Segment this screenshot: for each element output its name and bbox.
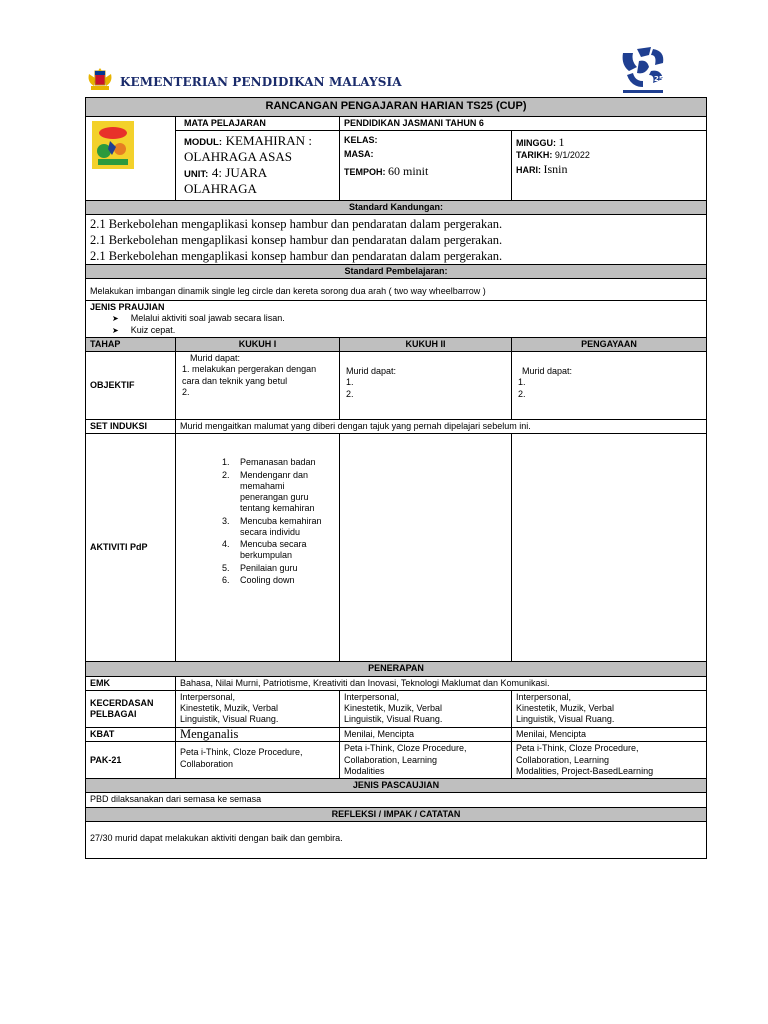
pascaujian-label: JENIS PASCAUJIAN xyxy=(86,779,707,793)
praujian-item: ➤ Melalui aktiviti soal jawab secara lisan. xyxy=(112,313,702,324)
pak21-kukuh2 xyxy=(340,742,512,779)
refleksi-label: REFLEKSI / IMPAK / CATATAN xyxy=(86,807,707,821)
hari-label: HARI: xyxy=(516,165,541,176)
emk-row xyxy=(86,676,707,690)
subject-label: MATA PELAJARAN xyxy=(176,116,340,130)
kecerdasan-line: Kinestetik, Muzik, Verbal xyxy=(344,703,443,714)
kbat-row xyxy=(86,727,707,742)
level-header-row xyxy=(86,337,707,351)
sports-book-cover-icon xyxy=(92,121,134,169)
set-induksi-text: Murid mengaitkan malumat yang diberi dengan tajuk yang pernah dipelajari sebelum ini. xyxy=(176,420,707,434)
pengayaan-header: PENGAYAAN xyxy=(512,337,707,351)
pak21-label: PAK-21 xyxy=(86,742,176,779)
standard-kandungan-item: 2.1 Berkebolehan mengaplikasi konsep hambur dan pendaratan dalam pergerakan. xyxy=(90,216,503,231)
pak21-row xyxy=(86,742,707,779)
praujian-list xyxy=(90,313,702,336)
minggu-value: 1 xyxy=(558,135,565,149)
objektif-line: 2. xyxy=(518,388,526,399)
kbat-kukuh2: Menilai, Mencipta xyxy=(340,727,512,742)
aktiviti-label: AKTIVITI PdP xyxy=(86,434,176,662)
pak21-line: Collaboration, Learning xyxy=(344,754,438,765)
praujian-item: ➤ Kuiz cepat. xyxy=(112,325,702,336)
refleksi-row xyxy=(86,821,707,858)
refleksi-text: 27/30 murid dapat melakukan aktiviti dengan baik dan gembira. xyxy=(86,821,707,858)
pak21-pengayaan xyxy=(512,742,707,779)
standard-kandungan-cell xyxy=(86,214,707,264)
standard-kandungan-header-row xyxy=(86,200,707,214)
standard-pembelajaran-text: Melakukan imbangan dinamik single leg circle dan kereta sorong dua arah ( two way wheelbarrow ) xyxy=(86,279,707,301)
unit-value: 4: JUARA OLAHRAGA xyxy=(184,165,267,197)
masa-label: MASA: xyxy=(344,149,374,160)
tarikh-label: TARIKH: xyxy=(516,150,553,160)
kecerdasan-line: Kinestetik, Muzik, Verbal xyxy=(180,703,279,714)
aktiviti-steps xyxy=(180,457,335,586)
ministry-title: KEMENTERIAN PENDIDIKAN MALAYSIA xyxy=(120,75,402,89)
tempoh-label: TEMPOH: xyxy=(344,166,386,177)
standard-kandungan-item: 2.1 Berkebolehan mengaplikasi konsep hambur dan pendaratan dalam pergerakan. xyxy=(90,248,503,263)
objektif-line: 2. xyxy=(346,388,354,399)
pak21-line: Collaboration, Learning xyxy=(516,754,610,765)
objektif-line: Murid dapat: xyxy=(190,353,241,364)
modul-value: KEMAHIRAN : OLAHRAGA ASAS xyxy=(184,133,312,164)
pak21-line: Peta i-Think, Cloze Procedure, xyxy=(180,747,303,758)
kukuh1-header: KUKUH I xyxy=(176,337,340,351)
pak21-line: Modalities xyxy=(344,765,385,776)
kukuh2-header: KUKUH II xyxy=(340,337,512,351)
kecerdasan-label: KECERDASAN PELBAGAI xyxy=(86,690,176,727)
kecerdasan-line: Linguistik, Visual Ruang. xyxy=(516,714,615,725)
aktiviti-pengayaan xyxy=(512,434,707,662)
tempoh-value: 60 minit xyxy=(388,163,429,178)
objektif-line: Murid dapat: xyxy=(522,366,573,377)
pak21-kukuh1 xyxy=(176,742,340,779)
aktiviti-step: 3. Mencuba kemahiran secara individu xyxy=(232,516,335,539)
objektif-line: 1. melakukan pergerakan dengan cara dan teknik yang betul xyxy=(182,364,317,386)
objektif-line: 1. xyxy=(346,377,354,388)
aktiviti-kukuh2 xyxy=(340,434,512,662)
tarikh-value: 9/1/2022 xyxy=(554,150,590,160)
malaysia-crest-icon xyxy=(86,68,114,92)
pak21-line: Modalities, Project-BasedLearning xyxy=(516,765,654,776)
emk-label: EMK xyxy=(86,676,176,690)
kecerdasan-kukuh1 xyxy=(176,690,340,727)
pascaujian-text: PBD dilaksanakan dari semasa ke semasa xyxy=(86,793,707,807)
page-header xyxy=(0,0,768,96)
kecerdasan-line: Interpersonal, xyxy=(516,691,572,702)
unit-label: UNIT: xyxy=(184,169,209,181)
kecerdasan-line: Linguistik, Visual Ruang. xyxy=(344,714,443,725)
subject-value: PENDIDIKAN JASMANI TAHUN 6 xyxy=(340,116,707,130)
objektif-label: OBJEKTIF xyxy=(86,352,176,420)
aktiviti-step: 5. Penilaian guru xyxy=(232,563,335,574)
penerapan-label: PENERAPAN xyxy=(86,662,707,676)
pak21-line: Peta i-Think, Cloze Procedure, xyxy=(516,743,639,754)
lesson-plan-table xyxy=(85,97,707,859)
standard-pembelajaran-label: Standard Pembelajaran: xyxy=(86,264,707,278)
aktiviti-step: 1. Pemanasan badan xyxy=(232,457,335,468)
kelas-label: KELAS: xyxy=(344,135,378,145)
standard-kandungan-row xyxy=(86,214,707,264)
hari-value: Isnin xyxy=(543,162,568,177)
objektif-kukuh2 xyxy=(340,352,512,420)
penerapan-header-row xyxy=(86,662,707,676)
svg-text:25: 25 xyxy=(654,75,664,83)
objektif-pengayaan xyxy=(512,352,707,420)
objektif-row xyxy=(86,352,707,420)
date-cell xyxy=(512,131,707,201)
plan-title: RANCANGAN PENGAJARAN HARIAN TS25 (CUP) xyxy=(86,98,707,117)
standard-pembelajaran-header-row xyxy=(86,264,707,278)
pak21-line: Collaboration xyxy=(180,758,234,769)
objektif-line: 2. xyxy=(182,386,190,397)
ts25-logo-icon xyxy=(617,43,669,95)
class-time-cell xyxy=(340,131,512,201)
tahap-header: TAHAP xyxy=(86,337,176,351)
module-row xyxy=(86,131,707,201)
set-induksi-label: SET INDUKSI xyxy=(86,420,176,434)
kbat-pengayaan: Menilai, Mencipta xyxy=(512,727,707,742)
objektif-line: Murid dapat: xyxy=(346,366,397,377)
kecerdasan-line: Interpersonal, xyxy=(344,691,400,702)
aktiviti-step: 4. Mencuba secara berkumpulan xyxy=(232,539,335,562)
kecerdasan-line: Linguistik, Visual Ruang. xyxy=(180,714,279,725)
kecerdasan-row xyxy=(86,690,707,727)
aktiviti-kukuh1 xyxy=(176,434,340,662)
aktiviti-row xyxy=(86,434,707,662)
refleksi-header-row xyxy=(86,807,707,821)
module-cell xyxy=(176,131,340,201)
objektif-line: 1. xyxy=(518,377,526,388)
standard-kandungan-item: 2.1 Berkebolehan mengaplikasi konsep hambur dan pendaratan dalam pergerakan. xyxy=(90,232,503,247)
minggu-label: MINGGU: xyxy=(516,138,556,148)
kbat-label: KBAT xyxy=(86,727,176,742)
objektif-kukuh1 xyxy=(176,352,340,420)
kecerdasan-kukuh2 xyxy=(340,690,512,727)
kecerdasan-line: Interpersonal, xyxy=(180,691,236,702)
set-induksi-row xyxy=(86,420,707,434)
subject-picture-cell xyxy=(86,116,176,200)
aktiviti-step: 2. Mendenganr dan memahami penerangan guru tentang kemahiran xyxy=(232,470,335,515)
praujian-row xyxy=(86,301,707,338)
standard-kandungan-label: Standard Kandungan: xyxy=(86,200,707,214)
pascaujian-header-row xyxy=(86,779,707,793)
kecerdasan-line: Kinestetik, Muzik, Verbal xyxy=(516,703,615,714)
standard-pembelajaran-row xyxy=(86,279,707,301)
title-row xyxy=(86,98,707,117)
praujian-label: JENIS PRAUJIAN xyxy=(90,302,165,313)
pak21-line: Peta i-Think, Cloze Procedure, xyxy=(344,743,467,754)
aktiviti-step: 6. Cooling down xyxy=(232,575,335,586)
kecerdasan-pengayaan xyxy=(512,690,707,727)
modul-label: MODUL: xyxy=(184,137,222,148)
pascaujian-row xyxy=(86,793,707,807)
emk-value: Bahasa, Nilai Murni, Patriotisme, Kreativiti dan Inovasi, Teknologi Maklumat dan Komunikasi. xyxy=(176,676,707,690)
kbat-kukuh1: Menganalis xyxy=(176,727,340,742)
praujian-cell xyxy=(86,301,707,338)
subject-row xyxy=(86,116,707,130)
